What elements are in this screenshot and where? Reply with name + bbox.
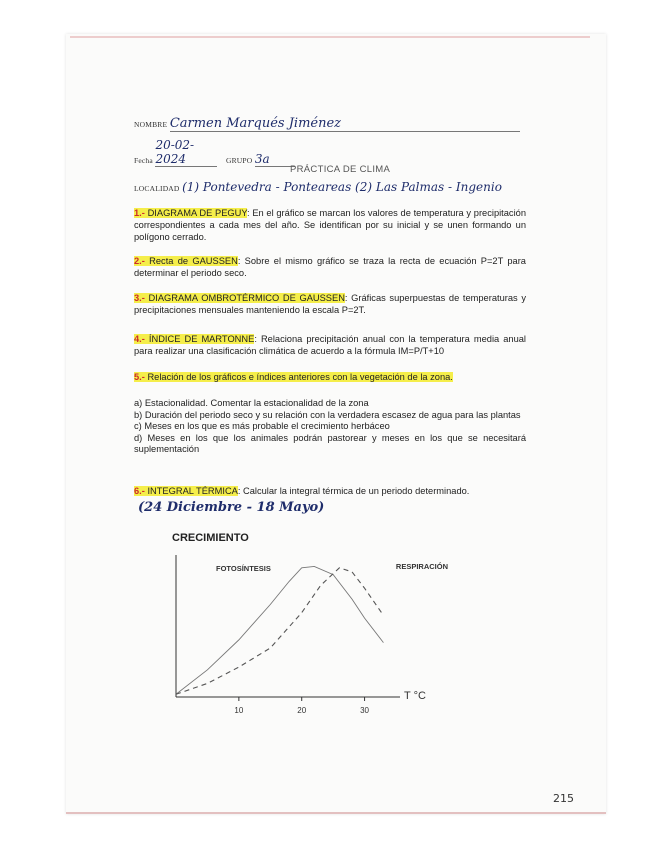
list-item: b) Duración del periodo seco y su relación con la verdadera escasez de agua para las plantas xyxy=(134,409,521,420)
section-5 xyxy=(134,371,526,383)
handwritten-period: (24 Diciembre - 18 Mayo) xyxy=(138,500,325,515)
grupo-label: GRUPO xyxy=(225,156,253,165)
section-5-number: 5.- xyxy=(134,372,145,382)
section-3 xyxy=(134,292,526,316)
list-item: a) Estacionalidad. Comentar la estacionalidad de la zona xyxy=(134,398,369,408)
grupo-value: 3a xyxy=(255,152,295,167)
chart-title: CRECIMIENTO xyxy=(172,532,249,544)
section-6-number: 6.- xyxy=(134,486,145,496)
section-2-heading xyxy=(134,256,238,266)
series-label-respiracion: RESPIRACIÓN xyxy=(395,562,448,571)
section-2-number: 2.- xyxy=(134,256,145,266)
section-6-title: INTEGRAL TÉRMICA xyxy=(147,486,238,496)
section-1-heading xyxy=(134,208,247,218)
section-1-text: : En el gráfico se marcan los valores de temperatura y precipitación correspondientes a cada mes del año. Se identifican por su inicial y se unen formando un polígono cerrado. xyxy=(134,208,526,242)
question-list xyxy=(134,398,526,456)
section-4-heading xyxy=(134,334,254,344)
section-4-text: : Relaciona precipitación anual con la temperatura media anual para realizar una clasificación climática de acuerdo a la fórmula IM=P/T+10 xyxy=(134,334,526,356)
section-3-number: 3.- xyxy=(134,293,145,303)
series-layer xyxy=(176,566,383,694)
section-6-text: : Calcular la integral térmica de un periodo determinado. xyxy=(237,486,470,496)
list-item: c) Meses en los que es más probable el crecimiento herbáceo xyxy=(134,421,390,432)
nombre-row xyxy=(134,116,520,132)
section-1-title: DIAGRAMA DE PEGUY xyxy=(147,208,248,218)
x-tick-label: 20 xyxy=(297,706,307,715)
section-2 xyxy=(134,255,526,279)
section-6-heading xyxy=(134,486,238,496)
fecha-label: Fecha xyxy=(134,156,153,165)
section-1 xyxy=(134,207,526,243)
x-tick-label: 30 xyxy=(360,706,370,715)
section-4-number: 4.- xyxy=(134,334,145,344)
paper-edge-bottom xyxy=(66,812,606,814)
section-2-text: : Sobre el mismo gráfico se traza la recta de ecuación P=2T para determinar el periodo seco. xyxy=(134,256,526,278)
x-tick-label: 10 xyxy=(234,706,244,715)
section-1-number: 1.- xyxy=(134,208,145,218)
series-line-fotosintesis xyxy=(176,566,383,694)
section-5-title: Relación de los gráficos e índices anteriores con la vegetación de la zona. xyxy=(147,372,453,382)
section-5-heading xyxy=(134,372,453,382)
section-6 xyxy=(134,485,526,497)
list-item: d) Meses en los que los animales podrán pastorear y meses en los que se necesitará suplementación xyxy=(134,432,526,455)
page-number: 215 xyxy=(553,792,574,805)
section-3-heading xyxy=(134,293,345,303)
localidad-label: LOCALIDAD xyxy=(134,184,180,193)
section-3-title: DIAGRAMA OMBROTÉRMICO DE GAUSSEN xyxy=(148,293,345,303)
section-3-text: : Gráficas superpuestas de temperaturas y precipitaciones mensuales manteniendo la escala P=2T. xyxy=(134,293,526,315)
localidad-value: (1) Pontevedra - Ponteareas (2) Las Palmas - Ingenio xyxy=(182,180,502,194)
legend-layer xyxy=(216,562,448,573)
paper-edge-top xyxy=(70,36,590,38)
growth-chart xyxy=(160,525,460,740)
x-axis-label: T °C xyxy=(404,690,426,702)
nombre-label: NOMBRE xyxy=(134,120,168,129)
x-ticks xyxy=(234,697,369,715)
series-line-respiracion xyxy=(176,568,383,694)
fecha-value: 20-02-2024 xyxy=(155,138,217,167)
nombre-value: Carmen Marqués Jiménez xyxy=(170,116,520,132)
section-4 xyxy=(134,333,526,357)
fecha-row xyxy=(134,138,295,167)
section-4-title: ÍNDICE DE MARTONNE xyxy=(148,334,255,344)
section-2-title: Recta de GAUSSEN xyxy=(149,256,238,266)
series-label-fotosintesis: FOTOSÍNTESIS xyxy=(216,564,271,573)
localidad-row xyxy=(134,180,502,194)
page-title: PRÁCTICA DE CLIMA xyxy=(290,164,391,175)
